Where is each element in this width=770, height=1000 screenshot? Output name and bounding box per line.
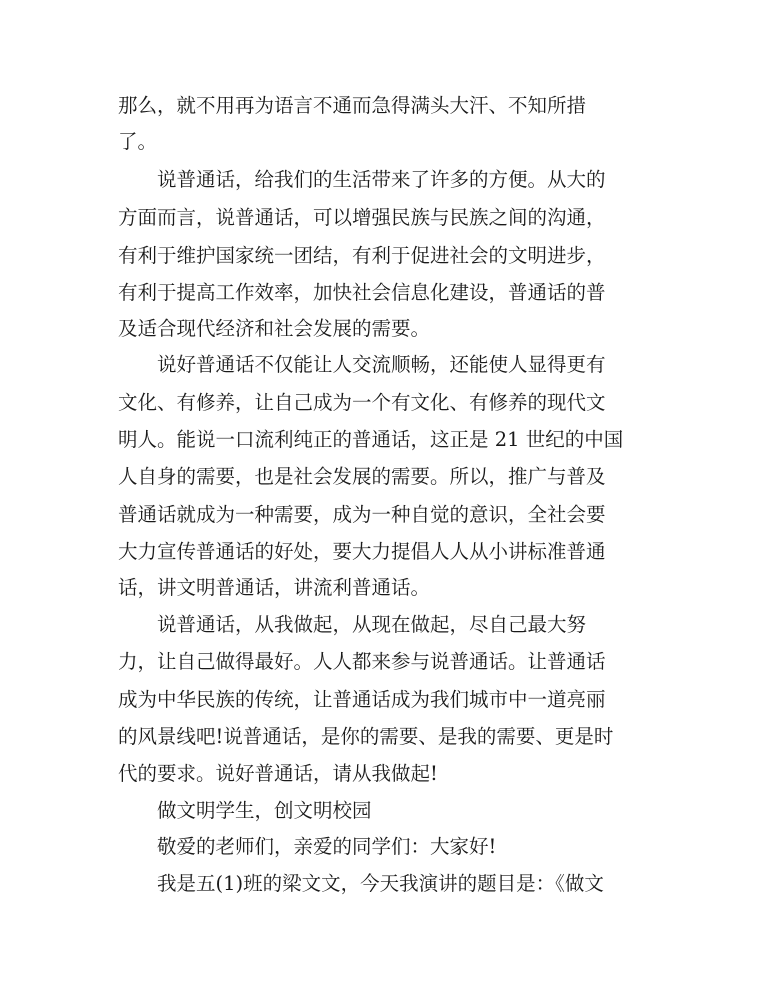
text-line: 说普通话，从我做起，从现在做起，尽自己最大努: [157, 613, 587, 636]
text-line: 代的要求。说好普通话，请从我做起!: [118, 762, 438, 785]
text-line: 了。: [118, 130, 158, 153]
section-title: 做文明学生，创文明校园: [157, 799, 372, 822]
text-line: 的风景线吧!说普通话，是你的需要、是我的需要、更是时: [118, 725, 614, 748]
text-line: 大力宣传普通话的好处，要大力提倡人人从小讲标准普通: [118, 540, 606, 563]
text-line: 说好普通话不仅能让人交流顺畅，还能使人显得更有: [157, 353, 606, 376]
text-line: 及适合现代经济和社会发展的需要。: [118, 317, 431, 340]
text-line: 说普通话，给我们的生活带来了许多的方便。从大的: [157, 168, 606, 191]
text-line: 人自身的需要，也是社会发展的需要。所以，推广与普及: [118, 465, 606, 488]
text-line: 力，让自己做得最好。人人都来参与说普通话。让普通话: [118, 650, 606, 673]
text-line: 成为中华民族的传统，让普通话成为我们城市中一道亮丽: [118, 688, 606, 711]
text-line: 话，讲文明普通话，讲流利普通话。: [118, 576, 431, 599]
text-line: 方面而言，说普通话，可以增强民族与民族之间的沟通，: [118, 206, 606, 229]
text-line: 那么，就不用再为语言不通而急得满头大汗、不知所措: [118, 94, 587, 117]
text-line: 我是五(1)班的梁文文，今天我演讲的题目是：《做文: [157, 872, 604, 895]
text-line: 文化、有修养，让自己成为一个有文化、有修养的现代文: [118, 391, 606, 414]
text-line: 有利于提高工作效率，加快社会信息化建设，普通话的普: [118, 281, 606, 304]
text-line: 明人。能说一口流利纯正的普通话，这正是 21 世纪的中国: [118, 428, 624, 451]
text-line: 普通话就成为一种需要，成为一种自觉的意识，全社会要: [118, 503, 606, 526]
text-line: 有利于维护国家统一团结，有利于促进社会的文明进步，: [118, 244, 606, 267]
greeting-line: 敬爱的老师们，亲爱的同学们：大家好!: [157, 835, 497, 858]
